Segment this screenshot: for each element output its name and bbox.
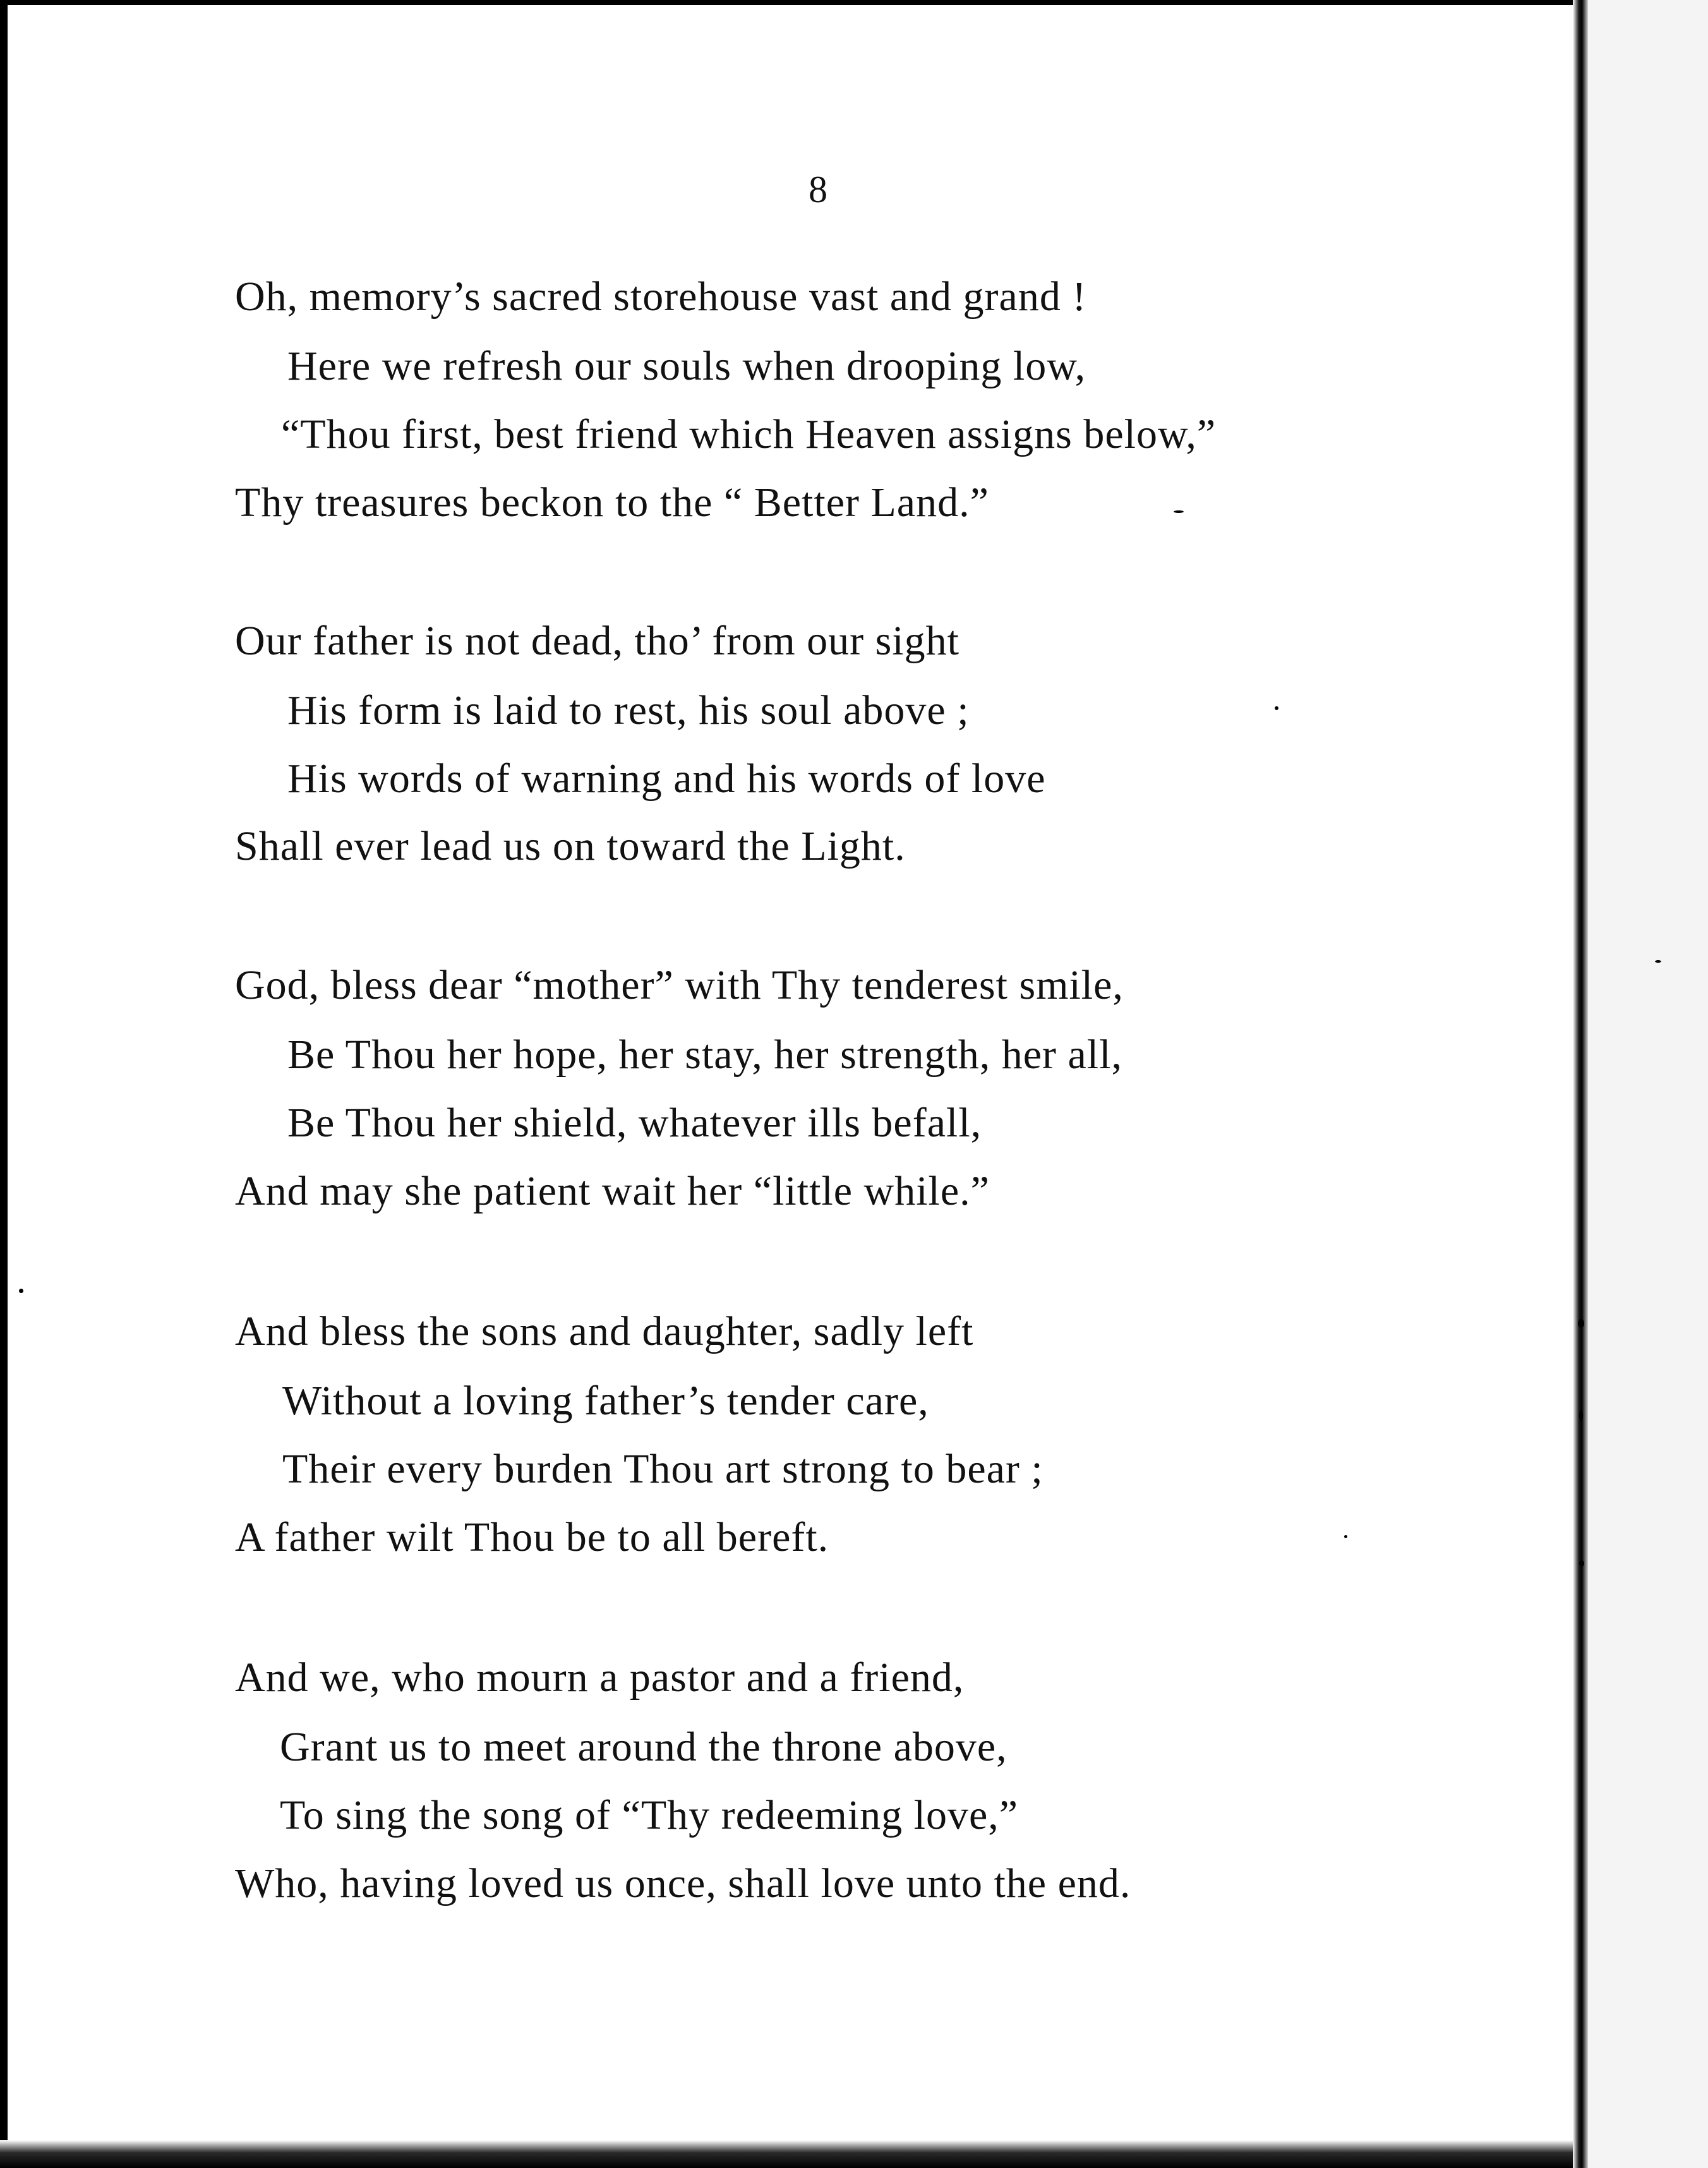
poem-line: Be Thou her shield, whatever ills befall, [287, 1100, 982, 1146]
scan-speck [1174, 510, 1184, 513]
page-number: 8 [809, 169, 827, 210]
poem-line: Without a loving father’s tender care, [282, 1378, 929, 1424]
scan-speck [1579, 1410, 1583, 1421]
poem-line: Who, having loved us once, shall love unto the end. [235, 1860, 1131, 1906]
poem-line: Shall ever lead us on toward the Light. [235, 823, 906, 869]
poem-line: Grant us to meet around the throne above, [280, 1724, 1007, 1770]
poem-line: “Thou first, best friend which Heaven assigns below,” [281, 411, 1217, 457]
scan-speck [1275, 706, 1278, 710]
poem-line: And bless the sons and daughter, sadly left [235, 1308, 974, 1354]
poem-line: Their every burden Thou art strong to bear ; [282, 1446, 1043, 1492]
poem-line: God, bless dear “mother” with Thy tenderest smile, [235, 962, 1124, 1008]
scan-speck [1655, 960, 1661, 963]
poem-line: And may she patient wait her “little while.” [235, 1168, 990, 1214]
poem-line: Oh, memory’s sacred storehouse vast and grand ! [235, 274, 1087, 320]
poem-line: Be Thou her hope, her stay, her strength, her all, [287, 1032, 1122, 1078]
poem-line: Our father is not dead, tho’ from our sight [235, 618, 960, 664]
poem-line: And we, who mourn a pastor and a friend, [235, 1654, 965, 1701]
book-gutter [1573, 0, 1588, 2168]
poem-line: His form is laid to rest, his soul above ; [287, 687, 970, 733]
poem-line: His words of warning and his words of love [287, 756, 1046, 802]
adjacent-page-edge [1588, 0, 1708, 2168]
poem-line: Here we refresh our souls when drooping low, [287, 343, 1086, 389]
scan-speck [1578, 1319, 1584, 1328]
poem-line: Thy treasures beckon to the “ Better Land.” [235, 479, 989, 526]
scan-speck [1579, 1560, 1584, 1567]
poem-line: A father wilt Thou be to all bereft. [235, 1514, 829, 1560]
scan-speck [19, 1289, 23, 1293]
scan-speck [1344, 1535, 1347, 1538]
poem-line: To sing the song of “Thy redeeming love,” [280, 1792, 1019, 1838]
